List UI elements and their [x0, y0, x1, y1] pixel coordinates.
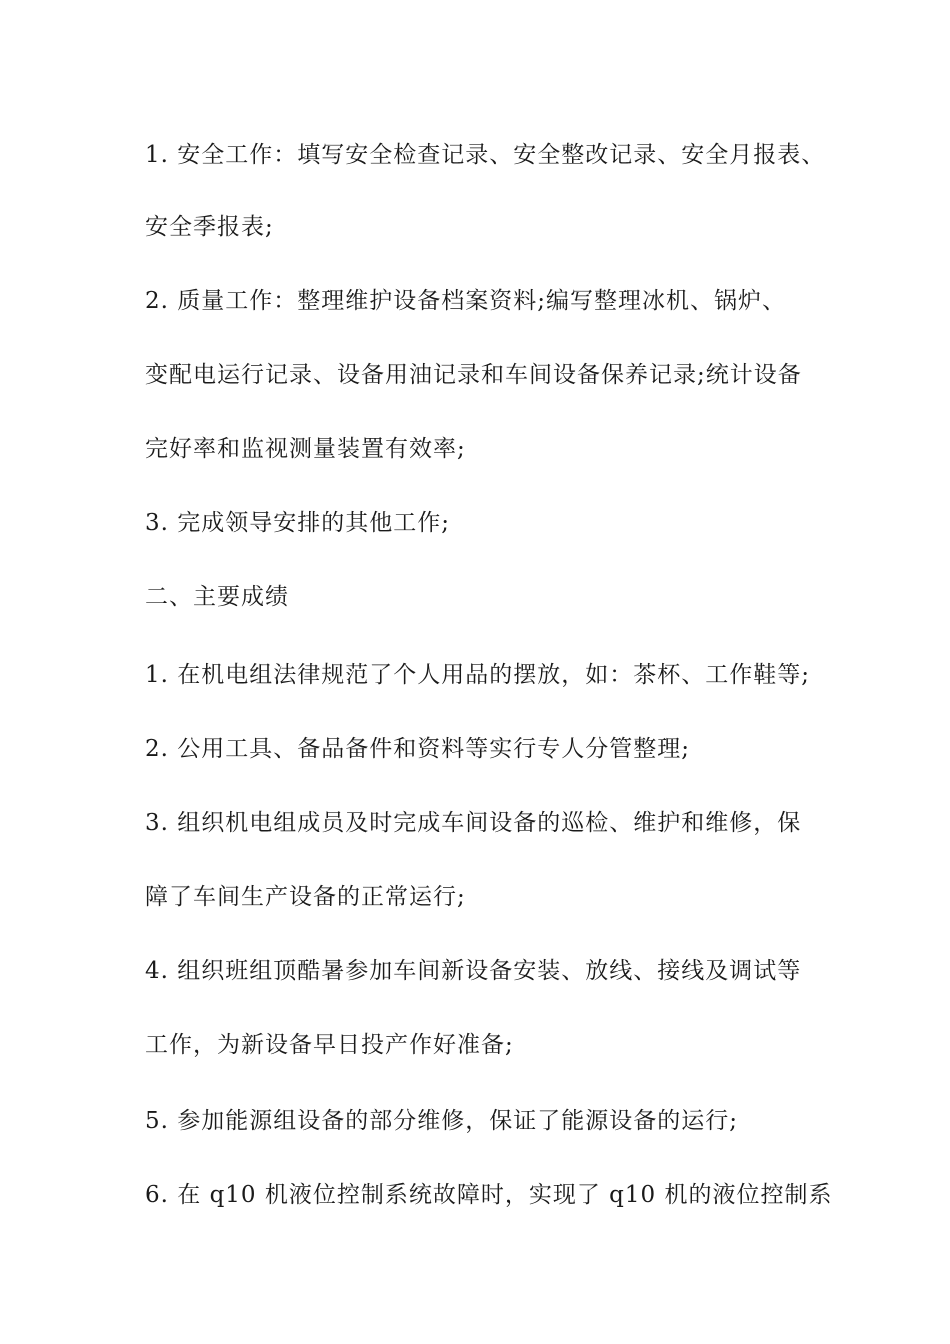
text-line: 安全季报表;	[145, 214, 274, 240]
text-line: 1. 在机电组法律规范了个人用品的摆放，如：茶杯、工作鞋等;	[145, 662, 811, 688]
text-line: 完好率和监视测量装置有效率;	[145, 436, 466, 462]
text-line: 6. 在 q10 机液位控制系统故障时，实现了 q10 机的液位控制系	[145, 1182, 833, 1208]
text-line: 3. 组织机电组成员及时完成车间设备的巡检、维护和维修，保	[145, 810, 802, 836]
text-line: 工作，为新设备早日投产作好准备;	[145, 1032, 514, 1058]
text-line: 4. 组织班组顶酷暑参加车间新设备安装、放线、接线及调试等	[145, 958, 802, 984]
text-line: 2. 公用工具、备品备件和资料等实行专人分管整理;	[145, 736, 691, 762]
text-line: 1. 安全工作：填写安全检查记录、安全整改记录、安全月报表、	[145, 142, 826, 168]
text-line: 变配电运行记录、设备用油记录和车间设备保养记录;统计设备	[145, 362, 802, 388]
text-line: 2. 质量工作：整理维护设备档案资料;编写整理冰机、锅炉、	[145, 288, 787, 314]
text-line: 5. 参加能源组设备的部分维修，保证了能源设备的运行;	[145, 1108, 739, 1134]
section-heading: 二、主要成绩	[145, 584, 289, 610]
text-line: 3. 完成领导安排的其他工作;	[145, 510, 451, 536]
text-line: 障了车间生产设备的正常运行;	[145, 884, 466, 910]
